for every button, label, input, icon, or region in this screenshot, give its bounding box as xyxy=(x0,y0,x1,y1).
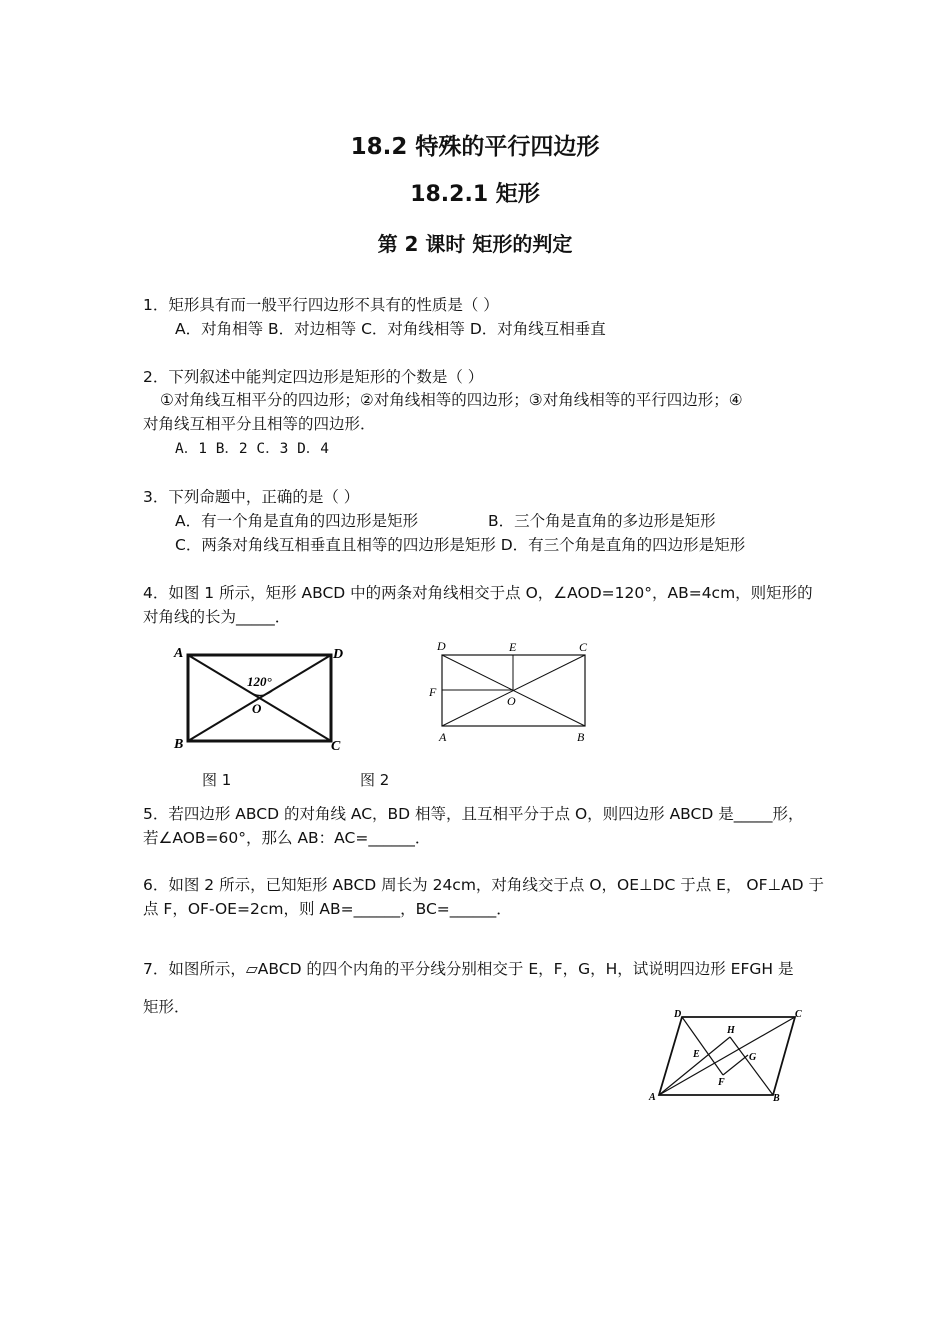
page-title: 18.2 特殊的平行四边形 xyxy=(350,134,600,160)
q3-option-cd: C．两条对角线互相垂直且相等的四边形是矩形 D．有三个角是直角的四边形是矩形 xyxy=(175,536,746,554)
fig3-label-h: H xyxy=(727,1025,735,1036)
fig3-label-d: D xyxy=(674,1009,682,1020)
fig2-label-d: D xyxy=(437,639,446,653)
figure-2-diagram xyxy=(425,638,600,748)
fig3-label-c: C xyxy=(795,1009,802,1020)
figure-3-diagram xyxy=(645,1005,810,1107)
fig2-label-o: O xyxy=(507,694,516,708)
lesson-title: 第 2 课时 矩形的判定 xyxy=(377,232,573,256)
fig2-label-c: C xyxy=(579,640,588,654)
fig2-label-b: B xyxy=(577,730,585,744)
fig3-bisector-b xyxy=(730,1037,773,1095)
fig3-label-f: F xyxy=(718,1077,725,1088)
q3-stem: 3．下列命题中，正确的是（ ） xyxy=(143,488,360,506)
fig3-label-e: E xyxy=(693,1049,700,1060)
q1-stem: 1．矩形具有而一般平行四边形不具有的性质是（ ） xyxy=(143,296,499,314)
fig3-segment-fg xyxy=(723,1055,748,1075)
q7-line2: 矩形． xyxy=(143,998,190,1016)
q4-line2: 对角线的长为_____． xyxy=(143,608,291,626)
q5-line2: 若∠AOB=60°，那么 AB：AC=______． xyxy=(143,829,431,847)
fig2-label-f: F xyxy=(429,685,437,699)
fig1-label-o: O xyxy=(252,701,262,716)
figure-1-diagram xyxy=(170,640,350,755)
fig3-bisector-d xyxy=(682,1017,723,1075)
figure-2-caption: 图 2 xyxy=(360,771,390,789)
q2-line2: ①对角线互相平分的四边形；②对角线相等的四边形；③对角线相等的平行四边形；④ xyxy=(160,391,743,409)
q2-stem: 2．下列叙述中能判定四边形是矩形的个数是（ ） xyxy=(143,368,484,386)
fig1-label-c: C xyxy=(331,739,341,754)
q6-line1: 6．如图 2 所示，已知矩形 ABCD 周长为 24cm，对角线交于点 O，OE⊥DC 于点 E， OF⊥AD 于 xyxy=(143,876,824,894)
fig2-label-e: E xyxy=(509,640,517,654)
fig1-label-b: B xyxy=(174,737,184,752)
q3-option-b: B．三个角是直角的多边形是矩形 xyxy=(488,512,716,530)
figure-1-caption: 图 1 xyxy=(202,771,232,789)
section-title: 18.2.1 矩形 xyxy=(410,182,540,207)
q2-line3: 对角线互相平分且相等的四边形． xyxy=(143,415,376,433)
fig1-label-a: A xyxy=(174,646,184,661)
fig3-label-g: G xyxy=(749,1052,757,1063)
q3-option-a: A．有一个角是直角的四边形是矩形 xyxy=(175,512,419,530)
q5-line1: 5．若四边形 ABCD 的对角线 AC，BD 相等，且互相平分于点 O，则四边形 ABCD 是_____形， xyxy=(143,805,804,823)
q6-line2: 点 F，OF-OE=2cm，则 AB=______，BC=______． xyxy=(143,900,512,918)
q2-options: A．1 B．2 C．3 D．4 xyxy=(175,441,330,457)
fig1-angle-label: 120° xyxy=(247,674,272,689)
fig1-label-d: D xyxy=(333,647,344,662)
fig3-label-a: A xyxy=(649,1092,656,1103)
fig3-label-b: B xyxy=(773,1093,780,1104)
q1-options: A．对角相等 B．对边相等 C．对角线相等 D．对角线互相垂直 xyxy=(175,320,606,338)
fig2-label-a: A xyxy=(439,730,447,744)
q4-line1: 4．如图 1 所示，矩形 ABCD 中的两条对角线相交于点 O，∠AOD=120°，AB=4cm，则矩形的 xyxy=(143,584,813,602)
q7-line1: 7．如图所示，▱ABCD 的四个内角的平分线分别相交于 E，F，G，H，试说明四边形 EFGH 是 xyxy=(143,960,794,978)
